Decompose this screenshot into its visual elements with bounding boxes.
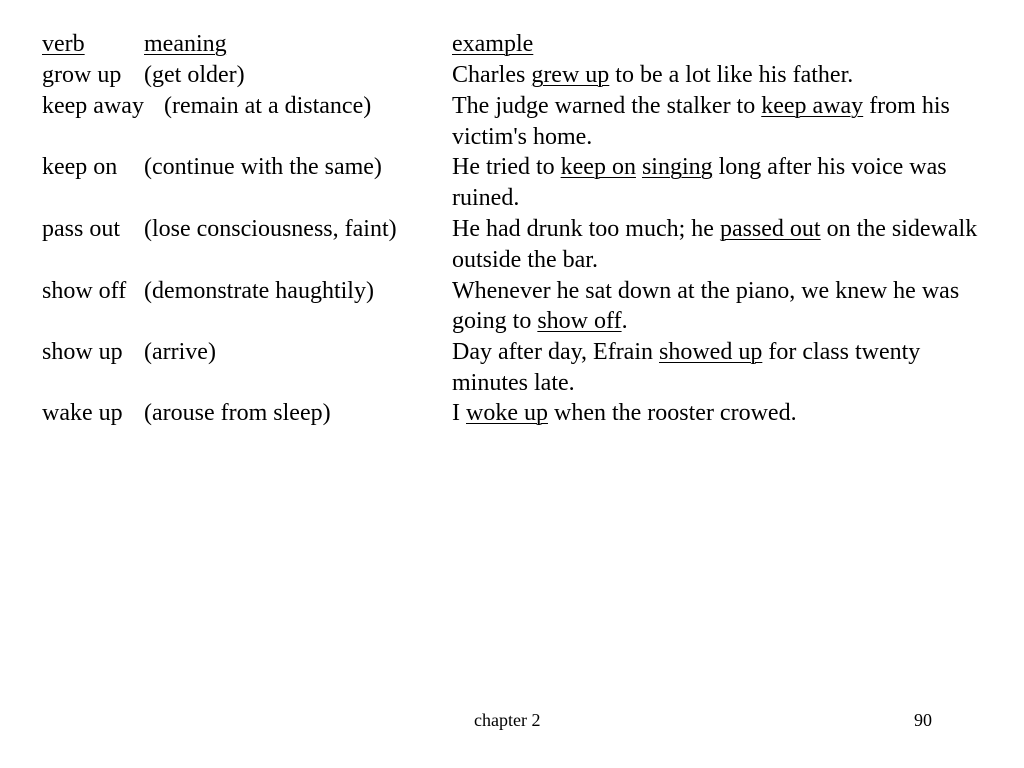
verb-text: keep away	[42, 93, 144, 119]
header-example: example	[452, 31, 534, 57]
example-text-line2: outside the bar.	[452, 247, 598, 273]
meaning-text: (demonstrate haughtily)	[144, 278, 374, 304]
example-text-line2: ruined.	[452, 185, 520, 211]
example-text-line2: victim's home.	[452, 124, 593, 150]
header-meaning: meaning	[144, 31, 227, 57]
phrasal-verb: showed up	[659, 339, 763, 365]
example-text: Whenever he sat down at the piano, we knew he was	[452, 278, 960, 304]
example-text: He had drunk too much; he passed out on the sidewalk	[452, 216, 978, 242]
example-text: Charles grew up to be a lot like his father.	[452, 62, 854, 88]
example-text-line2: minutes late.	[452, 370, 575, 396]
meaning-text: (get older)	[144, 62, 245, 88]
verb-text: show off	[42, 278, 127, 304]
gerund: singing	[641, 154, 713, 180]
meaning-text: (lose consciousness, faint)	[144, 216, 397, 242]
meaning-text: (arrive)	[144, 339, 216, 365]
header-verb: verb	[42, 31, 85, 57]
phrasal-verb: show off	[537, 308, 622, 334]
phrasal-verb: keep away	[761, 93, 864, 119]
verb-text: grow up	[42, 62, 122, 88]
example-text: The judge warned the stalker to keep away from his	[452, 93, 950, 119]
phrasal-verb: woke up	[466, 400, 548, 426]
meaning-text: (arouse from sleep)	[144, 400, 331, 426]
verb-text: pass out	[42, 216, 120, 242]
verb-text: keep on	[42, 154, 118, 180]
page-number: 90	[914, 710, 932, 730]
meaning-text: (remain at a distance)	[164, 93, 372, 119]
phrasal-verb: grew up	[531, 62, 610, 88]
verb-text: wake up	[42, 400, 123, 426]
example-text: Day after day, Efrain showed up for class twenty	[452, 339, 921, 365]
example-text: I woke up when the rooster crowed.	[452, 400, 797, 426]
footer-chapter: chapter 2	[474, 710, 541, 730]
meaning-text: (continue with the same)	[144, 154, 382, 180]
example-text: He tried to keep on singing long after his voice was	[452, 154, 947, 180]
verb-text: show up	[42, 339, 123, 365]
phrasal-verb: passed out	[719, 216, 821, 242]
phrasal-verb: keep on	[560, 154, 636, 180]
example-text-line2: going to show off.	[452, 308, 628, 334]
